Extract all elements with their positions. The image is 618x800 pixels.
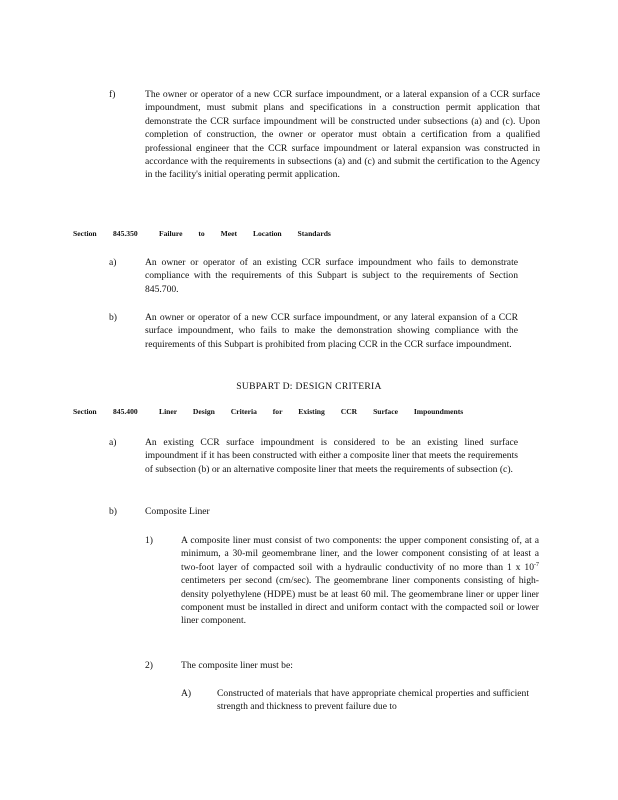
section-title: Failure to Meet Location Standards — [159, 229, 331, 238]
section-title: Liner Design Criteria for Existing CCR Surface Impoundments — [159, 407, 464, 416]
section-number: 845.350 — [113, 229, 138, 238]
item-label-400-b: b) — [109, 506, 117, 517]
item-label-f: f) — [109, 89, 116, 100]
item-text-350-b: An owner or operator of a new CCR surface impoundment, or any lateral expansion of a CCR surface impoundment, who fails to make the demonstration showing compliance with the requirements of this Subpart is prohibited from placing CCR in the CCR surface impoundment. — [145, 312, 518, 350]
item-text-f — [145, 88, 540, 182]
subpart-heading: SUBPART D: DESIGN CRITERIA — [236, 381, 382, 392]
section-845-400-heading — [73, 407, 473, 419]
item-text-400-a: An existing CCR surface impoundment is considered to be an existing lined surface impoundment if it has been constructed with either a composite liner that meets the requirements of subsection (b) or an alternative composite liner that meets the requirements of subsection (c). — [145, 437, 518, 475]
exponent: -7 — [534, 561, 539, 568]
section-word: Section — [73, 229, 97, 238]
item-text-400-b-2-A: Constructed of materials that have appropriate chemical properties and sufficient strength and thickness to prevent failure due to — [217, 688, 529, 713]
composite-liner-heading: Composite Liner — [145, 506, 210, 517]
item-label-350-a: a) — [109, 257, 117, 268]
item-label-400-b-1: 1) — [145, 535, 153, 546]
section-word: Section — [73, 407, 97, 416]
item-label-350-b: b) — [109, 312, 117, 323]
paragraph-f: The owner or operator of a new CCR surface impoundment, or a lateral expansion of a CCR surface impoundment, must submit plans and specifications in a construction permit application that demonstrate the CCR surface impoundment will be constructed under subsections (a) and (c). Upon completion of construction, the owner or operator must obtain a certification from a qualified professional engineer that the CCR surface impoundment or lateral expansion was constructed in accordance with the requirements in subsections (a) and (c) and submit the certification to the Agency in the facility's initial operating permit application. — [145, 89, 540, 181]
item-text-400-b-1: A composite liner must consist of two components: the upper component consisting of, at a minimum, a 30-mil geomembrane liner, and the lower component consisting of at least a two-foot layer of compacted soil with a hydraulic conductivity of no more than 1 x $10^{-7}$ centimeters per second (cm/sec). The geomembrane liner components consisting of high-density polyethylene (HDPE) must be at least 60 mil. The geomembrane liner or upper liner component must be installed in direct and uniform contact with the compacted soil or lower liner component. — [181, 535, 539, 627]
item-label-400-b-2-A: A) — [181, 688, 192, 699]
item-text-400-b-2: The composite liner must be: — [181, 660, 293, 671]
item-label-400-b-2: 2) — [145, 660, 153, 671]
item-text-350-a: An owner or operator of an existing CCR surface impoundment who fails to demonstrate compliance with the requirements of this Subpart is subject to the requirements of Section 845.700. — [145, 257, 518, 295]
section-845-350-heading — [73, 229, 373, 241]
section-number: 845.400 — [113, 407, 138, 416]
item-label-400-a: a) — [109, 437, 117, 448]
